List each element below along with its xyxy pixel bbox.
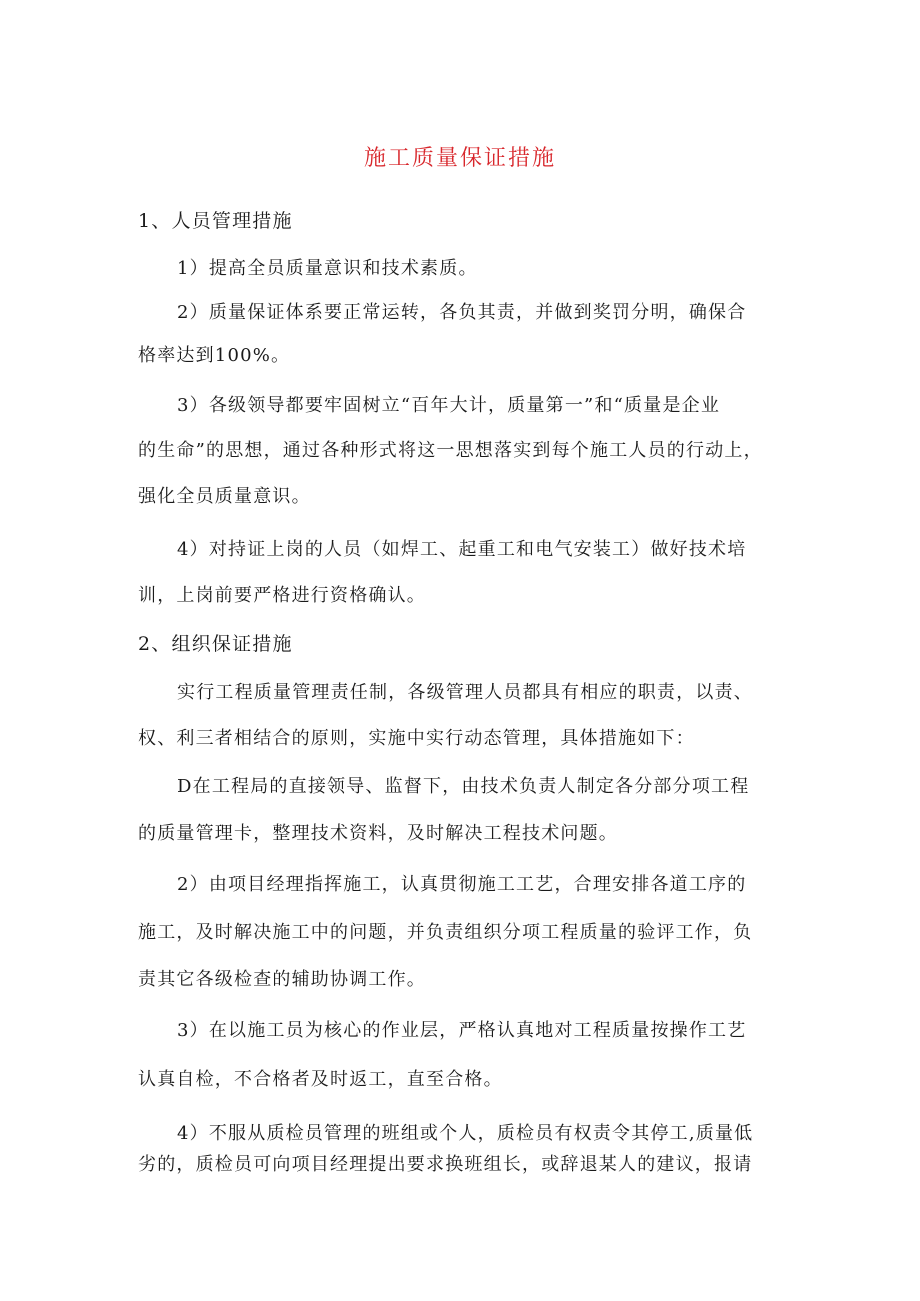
paragraph-line: 实行工程质量管理责任制，各级管理人员都具有相应的职责，以责、 <box>177 682 753 703</box>
section-heading-organization: 2、组织保证措施 <box>138 633 293 655</box>
paragraph-line: 的生命”的思想，通过各种形式将这一思想落实到每个施工人员的行动上， <box>138 440 763 461</box>
paragraph-line: 劣的，质检员可向项目经理提出要求换班组长，或辞退某人的建议，报请 <box>138 1154 753 1175</box>
section-heading-personnel: 1、人员管理措施 <box>138 210 293 232</box>
paragraph-line: 1）提高全员质量意识和技术素质。 <box>177 258 478 279</box>
paragraph-line: 3）在以施工员为核心的作业层，严格认真地对工程质量按操作工艺 <box>177 1020 747 1041</box>
document-title: 施工质量保证措施 <box>363 146 556 171</box>
paragraph-line: 施工，及时解决施工中的问题，并负责组织分项工程质量的验评工作，负 <box>138 922 753 943</box>
paragraph-line: 强化全员质量意识。 <box>138 486 311 507</box>
paragraph-line: 训，上岗前要严格进行资格确认。 <box>138 585 426 606</box>
paragraph-line: 的质量管理卡，整理技术资料，及时解决工程技术问题。 <box>138 823 618 844</box>
paragraph-line: 权、利三者相结合的原则，实施中实行动态管理，具体措施如下： <box>138 728 695 749</box>
paragraph-line: 认真自检，不合格者及时返工，直至合格。 <box>138 1069 503 1090</box>
paragraph-line: 格率达到100%。 <box>138 345 291 366</box>
paragraph-line: D在工程局的直接领导、监督下，由技术负责人制定各分部分项工程 <box>177 776 750 797</box>
paragraph-line: 2）由项目经理指挥施工，认真贯彻施工工艺，合理安排各道工序的 <box>177 874 747 895</box>
paragraph-line: 3）各级领导都要牢固树立“百年大计，质量第一”和“质量是企业 <box>177 395 721 416</box>
paragraph-line: 责其它各级检查的辅助协调工作。 <box>138 969 426 990</box>
paragraph-line: 2）质量保证体系要正常运转，各负其责，并做到奖罚分明，确保合 <box>177 302 747 323</box>
paragraph-line: 4）不服从质检员管理的班组或个人，质检员有权责令其停工,质量低 <box>177 1123 754 1144</box>
paragraph-line: 4）对持证上岗的人员（如焊工、起重工和电气安装工）做好技术培 <box>177 539 747 560</box>
